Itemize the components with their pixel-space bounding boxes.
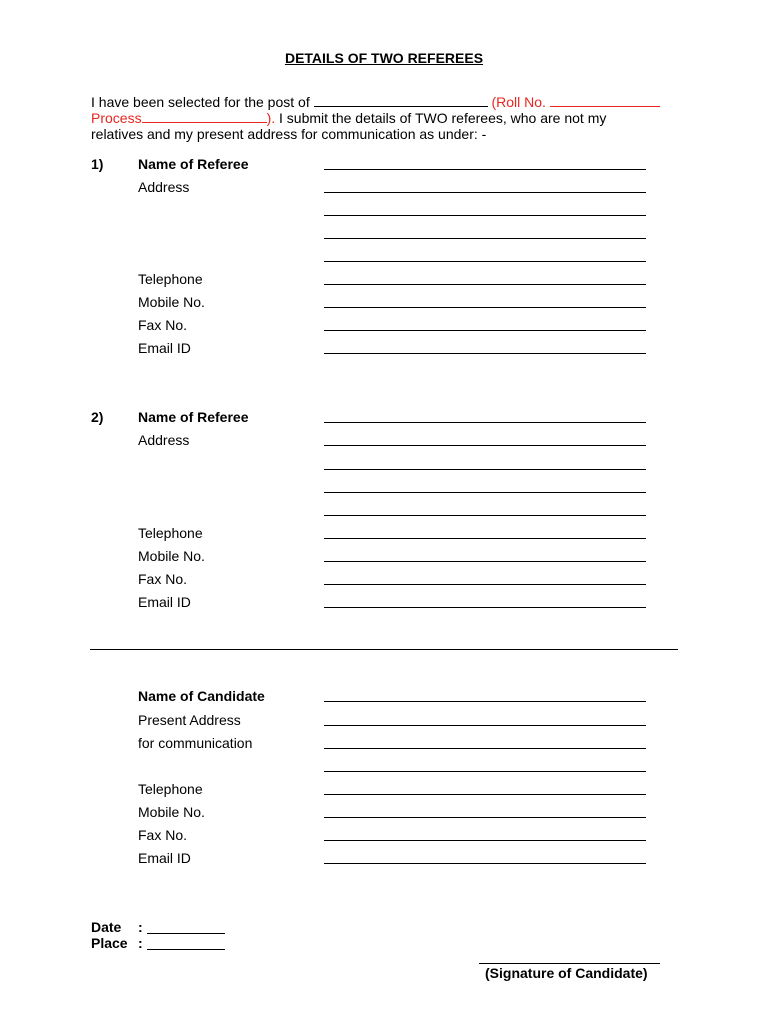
referee-2-address-field-3[interactable]	[324, 492, 646, 493]
candidate-address-field-3[interactable]	[324, 771, 646, 772]
referee-1-address-field-2[interactable]	[324, 215, 646, 216]
referee-1-address-field-1[interactable]	[324, 192, 646, 193]
candidate-fax-label: Fax No.	[138, 827, 188, 843]
referee-2-address-field-2[interactable]	[324, 469, 646, 470]
candidate-address-label: Present Address	[138, 712, 241, 728]
candidate-address-label-2: for communication	[138, 735, 253, 751]
date-label: Date	[91, 919, 122, 935]
date-field[interactable]	[147, 933, 225, 934]
candidate-fax-field[interactable]	[324, 840, 646, 841]
referee-1-mobile-label: Mobile No.	[138, 294, 205, 310]
intro-submit-text: I submit the details of TWO referees, who are not my	[279, 110, 607, 126]
referee-1-telephone-field[interactable]	[324, 284, 646, 285]
intro-close-paren: ).	[266, 110, 276, 126]
referee-2-mobile-label: Mobile No.	[138, 548, 205, 564]
candidate-address-field-2[interactable]	[324, 748, 646, 749]
intro-line-1	[91, 94, 660, 110]
referee-1-address-field-3[interactable]	[324, 238, 646, 239]
candidate-telephone-label: Telephone	[138, 781, 203, 797]
candidate-name-field[interactable]	[324, 701, 646, 702]
referee-2-mobile-field[interactable]	[324, 561, 646, 562]
candidate-name-label: Name of Candidate	[138, 688, 265, 704]
referee-1-name-field[interactable]	[324, 169, 646, 170]
referee-2-address-label: Address	[138, 432, 190, 448]
document-title: DETAILS OF TWO REFEREES	[284, 50, 484, 66]
referee-1-email-field[interactable]	[324, 353, 646, 354]
referee-1-mobile-field[interactable]	[324, 307, 646, 308]
referee-1-number: 1)	[91, 156, 104, 172]
candidate-address-field-1[interactable]	[324, 725, 646, 726]
candidate-mobile-field[interactable]	[324, 817, 646, 818]
intro-line-3: relatives and my present address for communication as under: -	[91, 126, 487, 142]
referee-2-fax-label: Fax No.	[138, 571, 188, 587]
signature-label: (Signature of Candidate)	[485, 965, 648, 981]
candidate-mobile-label: Mobile No.	[138, 804, 205, 820]
intro-post-text: I have been selected for the post of	[91, 94, 310, 110]
referee-2-name-field[interactable]	[324, 422, 646, 423]
referee-1-address-label: Address	[138, 179, 190, 195]
candidate-email-label: Email ID	[138, 850, 191, 866]
place-field[interactable]	[147, 949, 225, 950]
referee-2-name-label: Name of Referee	[138, 409, 249, 425]
referee-1-telephone-label: Telephone	[138, 271, 203, 287]
section-divider	[90, 649, 678, 650]
roll-number-field[interactable]	[550, 94, 660, 107]
intro-process-text: Process	[91, 110, 142, 126]
referee-2-telephone-field[interactable]	[324, 538, 646, 539]
referee-2-telephone-label: Telephone	[138, 525, 203, 541]
signature-field[interactable]	[479, 963, 660, 964]
referee-2-email-label: Email ID	[138, 594, 191, 610]
place-colon: :	[138, 935, 143, 951]
referee-1-fax-label: Fax No.	[138, 317, 188, 333]
referee-1-email-label: Email ID	[138, 340, 191, 356]
place-label: Place	[91, 935, 128, 951]
referee-2-address-field-1[interactable]	[324, 445, 646, 446]
intro-line-2	[91, 110, 606, 126]
referee-2-number: 2)	[91, 409, 104, 425]
referee-1-name-label: Name of Referee	[138, 156, 249, 172]
candidate-telephone-field[interactable]	[324, 794, 646, 795]
process-field[interactable]	[142, 110, 267, 123]
referee-2-fax-field[interactable]	[324, 584, 646, 585]
candidate-email-field[interactable]	[324, 863, 646, 864]
post-field[interactable]	[314, 94, 488, 107]
referee-1-fax-field[interactable]	[324, 330, 646, 331]
referee-2-address-field-4[interactable]	[324, 515, 646, 516]
intro-roll-text: (Roll No.	[491, 94, 546, 110]
referee-2-email-field[interactable]	[324, 607, 646, 608]
referee-1-address-field-4[interactable]	[324, 261, 646, 262]
date-colon: :	[138, 919, 143, 935]
